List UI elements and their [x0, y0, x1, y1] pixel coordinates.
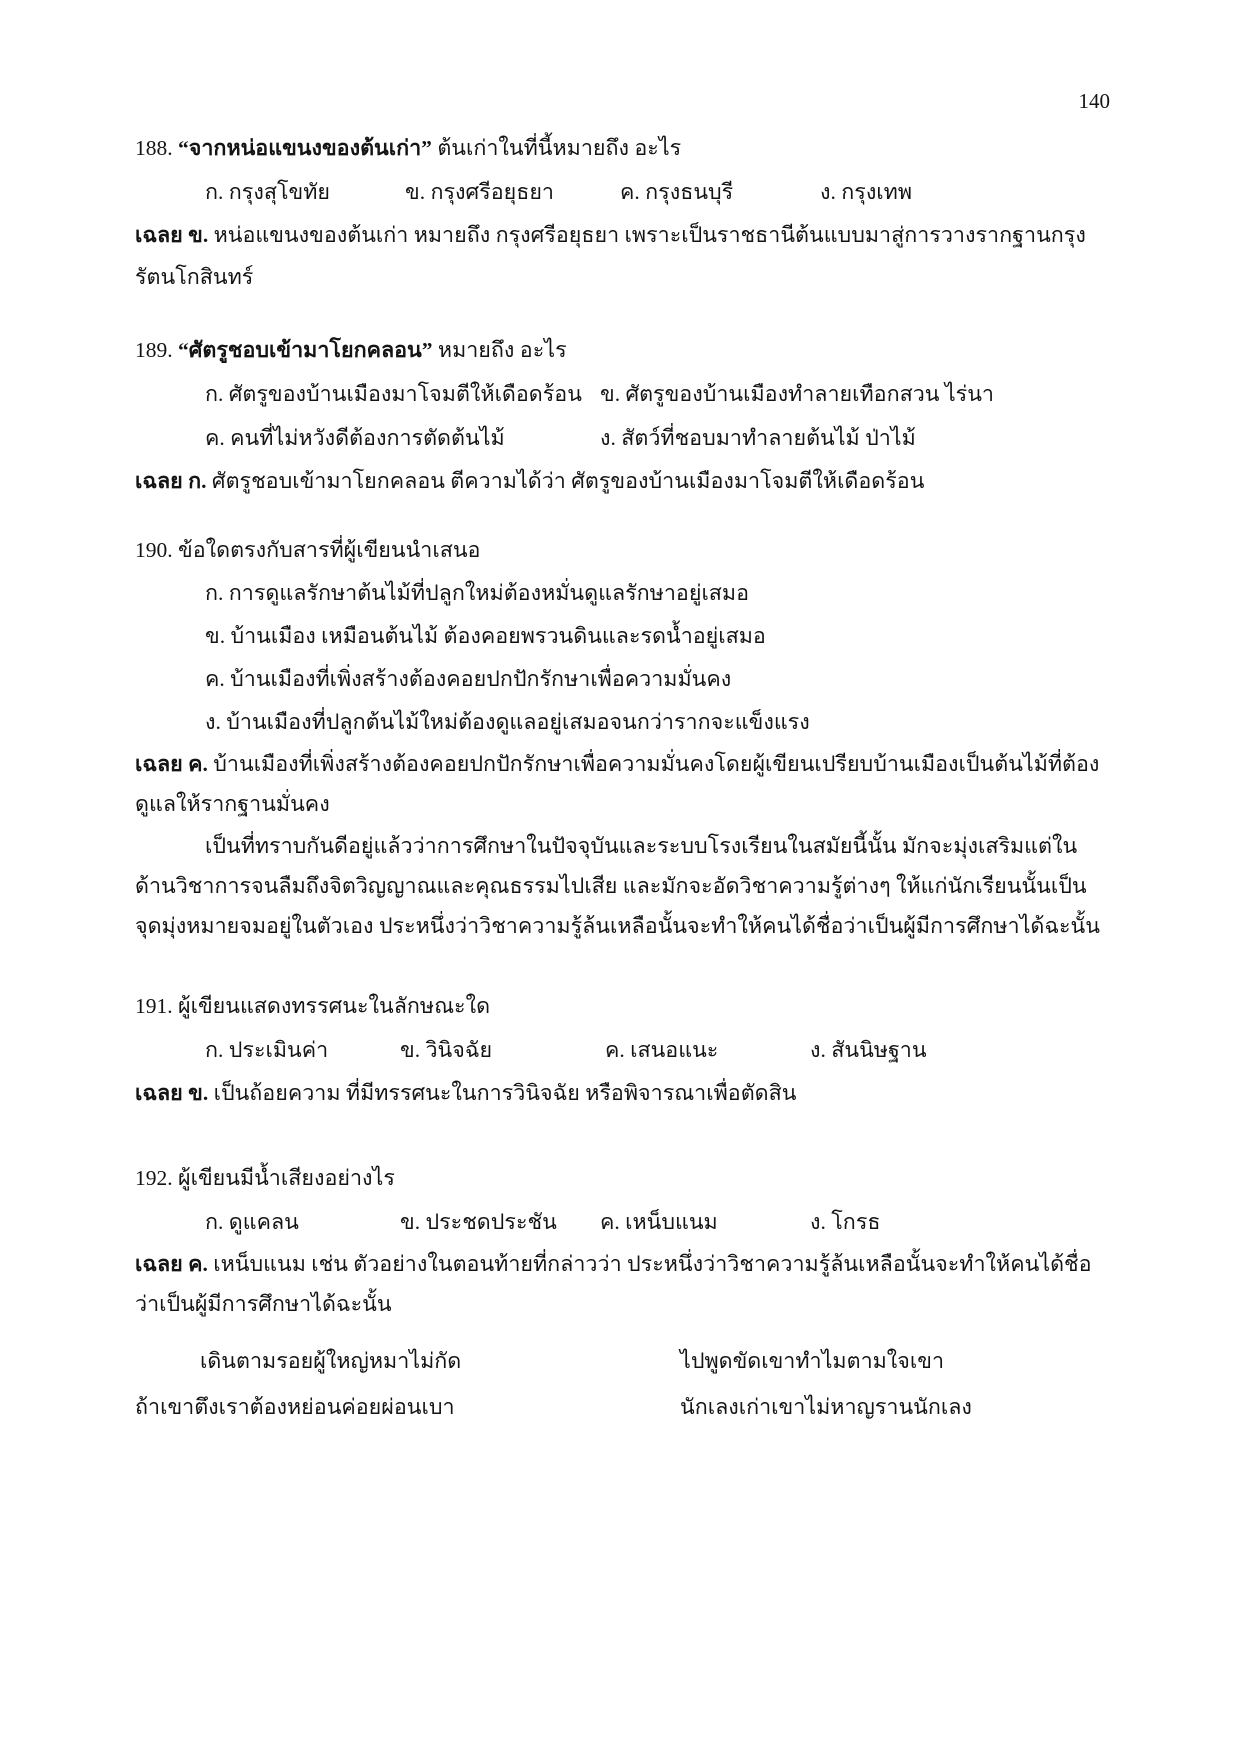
option-d: ง. กรุงเทพ — [820, 180, 913, 204]
answer-label: เฉลย ข. — [135, 1081, 209, 1105]
question-190-text — [135, 528, 1110, 572]
option-c: ค. เหน็บแนม — [600, 1210, 718, 1234]
question-number: 190. — [135, 538, 173, 562]
option-b: ข. ศัตรูของบ้านเมืองทำลายเทือกสวน ไร่นา — [600, 382, 995, 406]
question-190 — [135, 528, 1110, 946]
option-b: ข. กรุงศรีอยุธยา — [405, 180, 555, 204]
answer-188 — [135, 214, 1110, 298]
question-190-options — [135, 572, 1110, 744]
question-number: 188. — [135, 136, 173, 160]
option-d: ง. บ้านเมืองที่ปลูกต้นไม้ใหม่ต้องดูแลอยู่เสมอจนกว่ารากจะแข็งแรง — [205, 710, 810, 734]
verse-line-1-left: เดินตามรอยผู้ใหญ่หมาไม่กัด — [200, 1349, 462, 1373]
option-a: ก. ประเมินค่า — [205, 1038, 329, 1062]
question-number: 189. — [135, 338, 173, 362]
verse-line-2-right: นักเลงเก่าเขาไม่หาญรานนักเลง — [680, 1395, 972, 1419]
question-189-text — [135, 328, 1110, 372]
option-a: ก. ดูแคลน — [205, 1210, 299, 1234]
verse-line-2-left: ถ้าเขาตึงเราต้องหย่อนค่อยผ่อนเบา — [135, 1395, 455, 1419]
question-body: ผู้เขียนแสดงทรรศนะในลักษณะใด — [178, 994, 491, 1018]
question-tail: ต้นเก่าในที่นี้หมายถึง อะไร — [437, 136, 682, 160]
question-number: 191. — [135, 994, 173, 1018]
answer-text: บ้านเมืองที่เพิ่งสร้างต้องคอยปกปักรักษาเพื่อความมั่นคงโดยผู้เขียนเปรียบบ้านเมืองเป็นต้นไม้ที่ต้องดูแลให้รากฐานมั่นคง — [135, 752, 1100, 816]
question-192-text — [135, 1156, 1110, 1200]
option-a: ก. ศัตรูของบ้านเมืองมาโจมตีให้เดือดร้อน — [205, 382, 582, 406]
question-189-options — [135, 372, 1110, 460]
question-188-options — [135, 170, 1110, 214]
question-quote: “จากหน่อแขนงของต้นเก่า” — [178, 136, 432, 160]
question-body: ผู้เขียนมีน้ำเสียงอย่างไร — [178, 1166, 395, 1190]
answer-label: เฉลย ก. — [135, 469, 207, 493]
option-c: ค. บ้านเมืองที่เพิ่งสร้างต้องคอยปกปักรักษาเพื่อความมั่นคง — [205, 667, 732, 691]
answer-text: เหน็บแนม เช่น ตัวอย่างในตอนท้ายที่กล่าวว่า ประหนึ่งว่าวิชาความรู้ล้นเหลือนั้นจะทำให้คนได้ชื่อว่าเป็นผู้มีการศึกษาได้ฉะนั้น — [135, 1252, 1092, 1316]
answer-190 — [135, 744, 1110, 824]
question-192-options — [135, 1200, 1110, 1244]
question-number: 192. — [135, 1166, 173, 1190]
option-a: ก. กรุงสุโขทัย — [205, 180, 330, 204]
option-b: ข. วินิจฉัย — [400, 1038, 493, 1062]
question-188 — [135, 126, 1110, 298]
question-192 — [135, 1156, 1110, 1324]
question-191-text — [135, 984, 1110, 1028]
answer-label: เฉลย ข. — [135, 223, 209, 247]
verse-line-2 — [135, 1384, 1110, 1430]
option-b: ข. ประชดประชัน — [400, 1210, 557, 1234]
answer-191 — [135, 1072, 1110, 1114]
answer-text: เป็นถ้อยความ ที่มีทรรศนะในการวินิจฉัย หรือพิจารณาเพื่อตัดสิน — [213, 1081, 797, 1105]
verse-line-1-right: ไปพูดขัดเขาทำไมตามใจเขา — [680, 1349, 945, 1373]
option-d: ง. โกรธ — [810, 1210, 881, 1234]
question-quote: “ศัตรูชอบเข้ามาโยกคลอน” — [178, 338, 433, 362]
page-content — [135, 86, 1110, 1430]
question-191 — [135, 984, 1110, 1114]
answer-label: เฉลย ค. — [135, 1252, 208, 1276]
reading-passage: เป็นที่ทราบกันดีอยู่แล้วว่าการศึกษาในปัจจุบันและระบบโรงเรียนในสมัยนี้นั้น มักจะมุ่งเสริมแต่ในด้านวิชาการจนลืมถึงจิตวิญญาณและคุณธรรมไปเสีย และมักจะอัดวิชาความรู้ต่างๆ ให้แก่นักเรียนนั้นเป็นจุดมุ่งหมายจมอยู่ในตัวเอง ประหนึ่งว่าวิชาความรู้ล้นเหลือนั้นจะทำให้คนได้ชื่อว่าเป็นผู้มีการศึกษาได้ฉะนั้น — [135, 834, 1100, 938]
question-188-text — [135, 126, 1110, 170]
answer-192 — [135, 1244, 1110, 1324]
option-b: ข. บ้านเมือง เหมือนต้นไม้ ต้องคอยพรวนดินและรดน้ำอยู่เสมอ — [205, 624, 766, 648]
answer-text: ศัตรูชอบเข้ามาโยกคลอน ตีความได้ว่า ศัตรูของบ้านเมืองมาโจมตีให้เดือดร้อน — [211, 469, 925, 493]
option-d: ง. สัตว์ที่ชอบมาทำลายต้นไม้ ป่าไม้ — [600, 426, 916, 450]
question-189 — [135, 328, 1110, 502]
option-a: ก. การดูแลรักษาต้นไม้ที่ปลูกใหม่ต้องหมั่นดูแลรักษาอยู่เสมอ — [205, 581, 749, 605]
question-body: ข้อใดตรงกับสารที่ผู้เขียนนำเสนอ — [178, 538, 481, 562]
question-191-options — [135, 1028, 1110, 1072]
answer-label: เฉลย ค. — [135, 752, 208, 776]
verse-line-1 — [135, 1338, 1110, 1384]
answer-189 — [135, 460, 1110, 502]
question-tail: หมายถึง อะไร — [437, 338, 567, 362]
option-c: ค. เสนอแนะ — [605, 1038, 719, 1062]
option-d: ง. สันนิษฐาน — [810, 1038, 927, 1062]
answer-text: หน่อแขนงของต้นเก่า หมายถึง กรุงศรีอยุธยา เพราะเป็นราชธานีต้นแบบมาสู่การวางรากฐานกรุงรัตนโกสินทร์ — [135, 223, 1086, 289]
option-c: ค. กรุงธนบุรี — [620, 180, 734, 204]
verse-quote — [135, 1338, 1110, 1430]
page-number: 140 — [1078, 89, 1110, 113]
option-c: ค. คนที่ไม่หวังดีต้องการตัดต้นไม้ — [205, 426, 505, 450]
